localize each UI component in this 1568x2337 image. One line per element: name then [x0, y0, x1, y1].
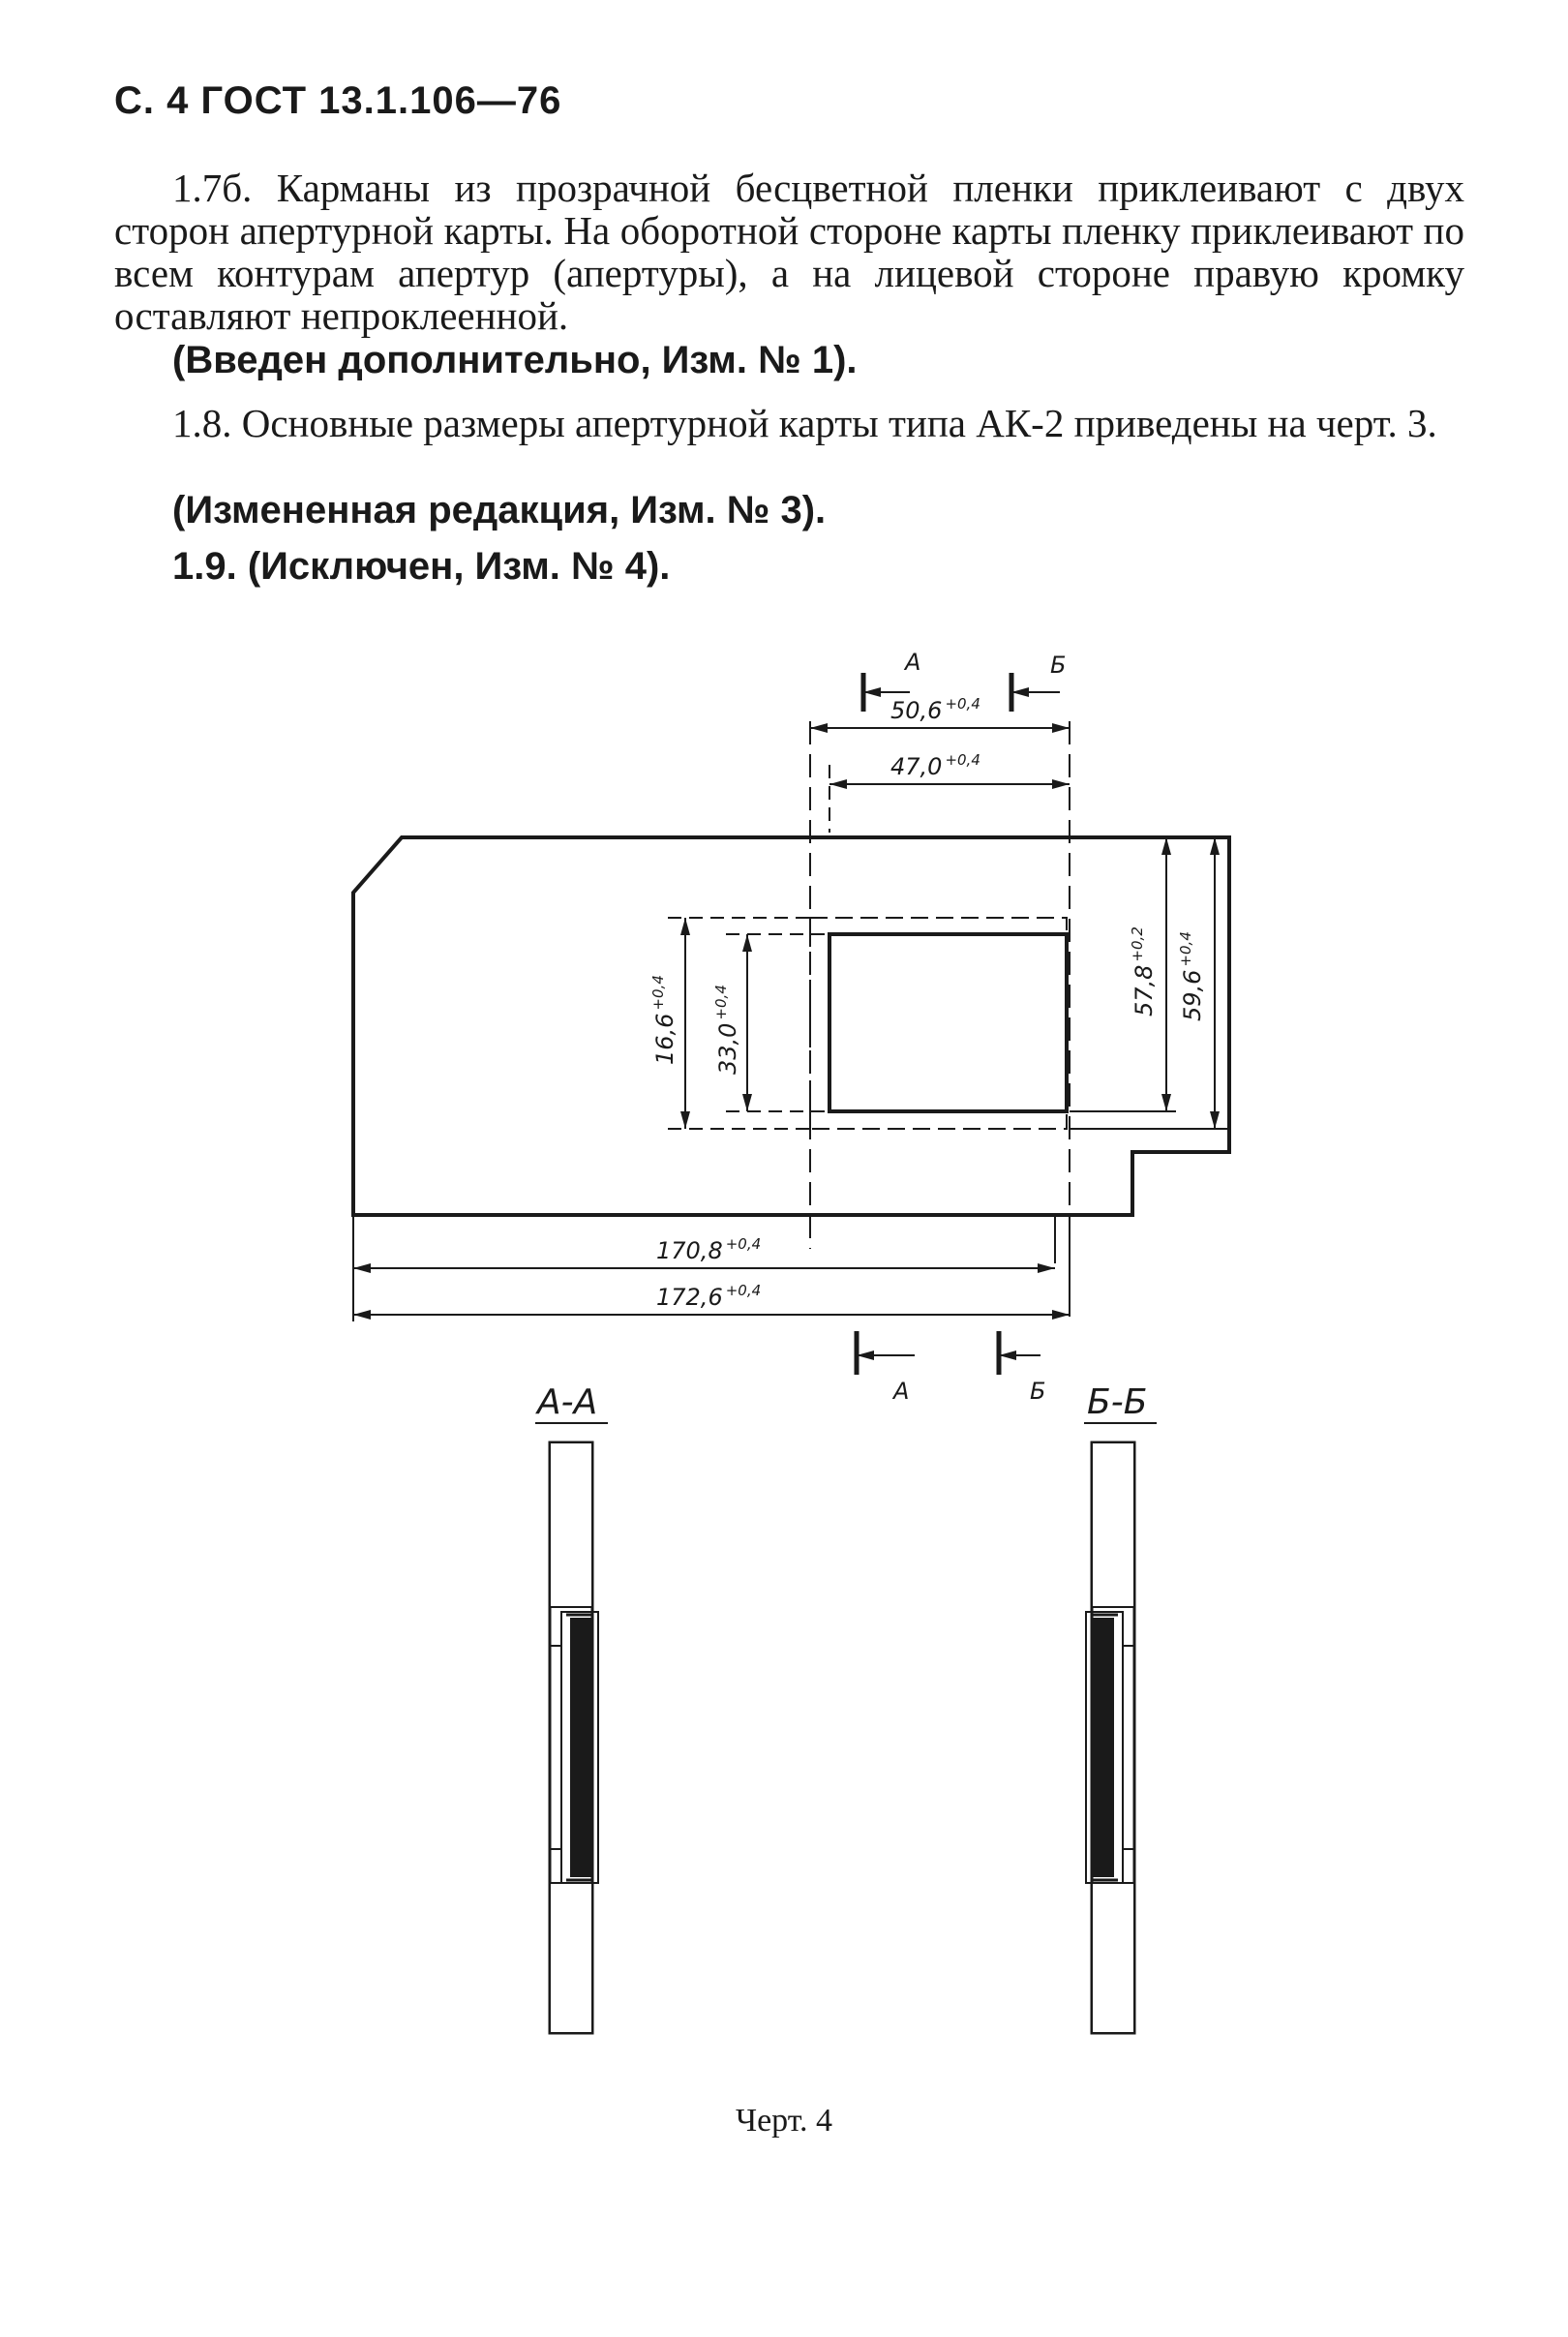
section-title-bb: Б-Б: [1087, 1382, 1148, 1422]
dimension-16-6: [649, 975, 678, 1065]
dimension-57-8-tolerance: +0,2: [1129, 926, 1146, 962]
dimension-16-6-value: 16,6: [651, 1013, 678, 1065]
page-header: С. 4 ГОСТ 13.1.106—76: [114, 79, 562, 122]
paragraph-1-8-text: 1.8. Основные размеры апертурной карты типа АК-2 приведены на черт. 3.: [172, 401, 1437, 445]
dimension-170-8-tolerance: +0,4: [725, 1235, 762, 1253]
dimension-33-0: [712, 985, 741, 1075]
dimension-47-0-value: 47,0: [890, 753, 943, 780]
dimension-170-8: [656, 1235, 761, 1264]
dimension-172-6-tolerance: +0,4: [725, 1282, 762, 1299]
dimension-172-6-value: 172,6: [656, 1284, 723, 1311]
dimension-59-6-value: 59,6: [1179, 969, 1206, 1021]
dimension-16-6-tolerance: +0,4: [649, 975, 667, 1011]
amendment-note-3: (Измененная редакция, Изм. № 3).: [172, 489, 827, 531]
section-mark-a-bottom: А: [893, 1378, 910, 1405]
section-mark-a-top: А: [905, 649, 921, 676]
dimension-59-6: [1177, 931, 1206, 1021]
paragraph-1-9: 1.9. (Исключен, Изм. № 4).: [172, 545, 671, 588]
pocket-contour: [810, 918, 1067, 1129]
aperture-window: [829, 934, 1067, 1111]
dimension-47-0: [890, 751, 980, 780]
dimension-172-6: [656, 1282, 761, 1311]
section-cut-marks-bottom: [857, 1331, 999, 1375]
card-outline: [353, 837, 1229, 1215]
dimension-57-8: [1129, 926, 1158, 1017]
dimension-50-6-value: 50,6: [890, 697, 943, 724]
dimension-33-0-tolerance: +0,4: [712, 985, 730, 1020]
dimension-50-6: [890, 695, 980, 724]
amendment-note-1: (Введен дополнительно, Изм. № 1).: [172, 339, 858, 381]
dimension-59-6-tolerance: +0,4: [1177, 931, 1194, 967]
section-mark-b-top: Б: [1050, 652, 1067, 679]
section-bb-view: [1086, 1442, 1134, 2033]
dimension-47-0-tolerance: +0,4: [945, 751, 980, 769]
section-aa-view: [550, 1442, 598, 2033]
paragraph-1-7b-text: 1.7б. Карманы из прозрачной бесцветной пленки приклеивают с двух сторон апертурной карты. На оборотной стороне карты пленку приклеивают по всем контурам апертур (апертуры), а на лицевой стороне правую кромку оставляют непроклеенной.: [114, 166, 1464, 338]
dimension-33-0-value: 33,0: [714, 1022, 741, 1075]
section-title-aa: А-А: [537, 1382, 598, 1422]
dimension-170-8-value: 170,8: [656, 1237, 723, 1264]
figure-caption: Черт. 4: [735, 2103, 833, 2139]
section-mark-b-bottom: Б: [1030, 1378, 1046, 1405]
dimension-50-6-tolerance: +0,4: [945, 695, 980, 713]
dimension-57-8-value: 57,8: [1131, 964, 1158, 1017]
